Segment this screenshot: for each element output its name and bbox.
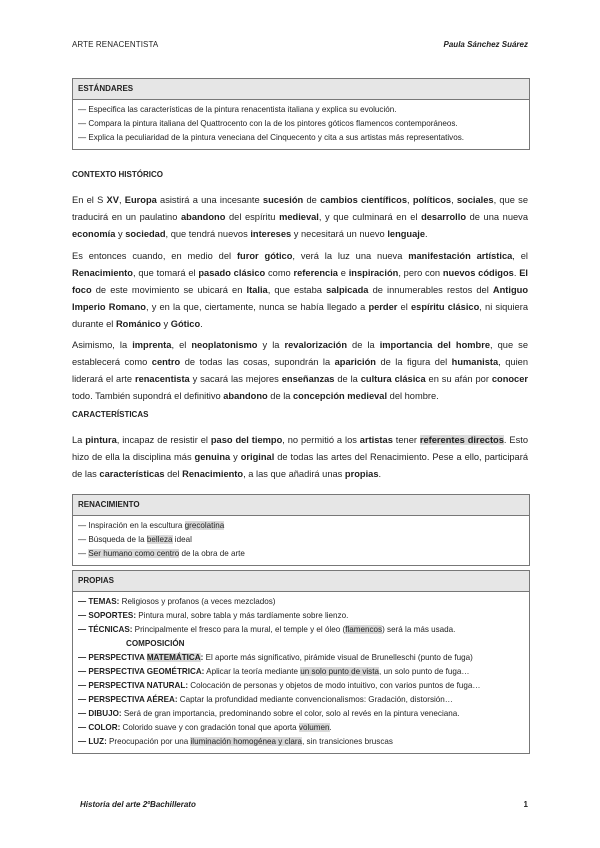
list-item — [78, 735, 524, 749]
list-item — [78, 679, 524, 693]
list-item — [78, 519, 524, 533]
text-run: , un solo punto de fuga… — [378, 667, 470, 676]
text-run: y — [160, 319, 171, 329]
text-run: Será de gran importancia, predominando sobre el color, solo al revés en la pintura veneciana. — [121, 709, 460, 718]
text-run: , el — [171, 340, 192, 350]
bold-text: características — [99, 469, 165, 479]
bold-text: manifestación artística — [408, 251, 513, 261]
text-run: Es entonces cuando, en medio del — [72, 251, 237, 261]
bold-text: enseñanzas — [281, 374, 335, 384]
text-run: , pero con — [398, 268, 443, 278]
list-item — [78, 665, 524, 679]
text-run: Colocación de personas y objetos de modo intuitivo, con varios puntos de fuga… — [188, 681, 481, 690]
bold-text: desarrollo — [421, 212, 467, 222]
list-item — [78, 533, 524, 547]
bold-text: medieval — [279, 212, 319, 222]
list-item — [78, 637, 524, 651]
text-run: Asimismo, la — [72, 340, 133, 350]
text-run: , incapaz de resistir el — [116, 435, 211, 445]
list-item — [78, 623, 524, 637]
contexto-paragraph-1 — [72, 192, 528, 243]
text-run: Principalmente el fresco para la mural, el temple y el óleo ( — [132, 625, 346, 634]
propias-box — [72, 570, 530, 754]
text-run: y — [230, 452, 241, 462]
bold-text: imprenta — [132, 340, 172, 350]
text-run: , y en la que, ciertamente, nunca se había llegado a — [145, 302, 369, 312]
text-run: , el — [512, 251, 528, 261]
text-run: , verá la luz una nueva — [292, 251, 409, 261]
text-run: — Búsqueda de la — [78, 535, 147, 544]
text-run: . — [329, 723, 332, 732]
text-run: como — [265, 268, 294, 278]
text-run: , — [118, 195, 125, 205]
text-run: , que se traducirá en un paulatino — [72, 195, 528, 222]
header-author: Paula Sánchez Suárez — [443, 40, 528, 49]
list-item — [78, 721, 524, 735]
bold-text: abandono — [223, 391, 268, 401]
bold-text: nuevos códigos — [442, 268, 514, 278]
text-run: La — [72, 435, 86, 445]
bold-text: : — [200, 653, 204, 662]
bold-text: El foco — [72, 268, 528, 295]
bold-text: Europa — [124, 195, 157, 205]
bold-text: — TEMAS: — [78, 597, 120, 606]
bold-text: — SOPORTES: — [78, 611, 137, 620]
bold-text: referencia — [293, 268, 338, 278]
bold-text: pintura — [85, 435, 117, 445]
list-item — [78, 651, 524, 665]
text-run: , que se establecerá como — [72, 340, 528, 367]
text-run: Pintura mural, sobre tabla y más tardíamente sobre lienzo. — [136, 611, 349, 620]
text-run: . — [513, 268, 520, 278]
text-run: de la — [334, 374, 361, 384]
renacimiento-box — [72, 494, 530, 566]
header-subject: ARTE RENACENTISTA — [72, 40, 159, 49]
text-run: del espíritu — [225, 212, 280, 222]
bold-text: intereses — [250, 229, 292, 239]
text-run: ) será la más usada. — [382, 625, 456, 634]
text-run: Colorido suave y con gradación tonal que aporta — [120, 723, 299, 732]
text-run: En el S — [72, 195, 107, 205]
text-run: en su afán por — [425, 374, 492, 384]
bold-text: salpicada — [326, 285, 369, 295]
bold-text: perder — [368, 302, 398, 312]
bold-text: propias — [344, 469, 379, 479]
estandar-item: — Especifica las características de la pintura renacentista italiana y explica su evolución. — [78, 105, 397, 114]
propias-list — [73, 592, 529, 753]
highlighted-text: un solo punto de vista — [300, 667, 379, 676]
bold-text: importancia del hombre — [379, 340, 490, 350]
text-run: y necesitará un nuevo — [291, 229, 388, 239]
text-run: Preocupación por una — [106, 737, 191, 746]
text-run: , que estaba — [267, 285, 327, 295]
contexto-paragraph-3 — [72, 337, 528, 405]
text-run: de la figura del — [375, 357, 452, 367]
highlighted-text: iluminación homogénea y clara — [190, 737, 303, 746]
text-run: Aplicar la teoría mediante — [204, 667, 301, 676]
text-run: , quien liderará el arte — [72, 357, 528, 384]
highlighted-text: referentes directos — [419, 435, 504, 445]
footer-page-number: 1 — [523, 800, 528, 809]
footer-course: Historia del arte 2ºBachillerato — [80, 800, 196, 809]
bold-text: — PERSPECTIVA — [78, 653, 147, 662]
estandares-box — [72, 78, 530, 150]
renacimiento-list — [73, 516, 529, 565]
bold-text: Antiguo Imperio Romano — [72, 285, 529, 312]
bold-text: COMPOSICIÓN — [126, 639, 185, 648]
text-run: de innumerables restos del — [368, 285, 493, 295]
estandar-item: — Compara la pintura italiana del Quattrocento con la de los pintores góticos flamencos contemporáneos. — [78, 119, 458, 128]
text-run: asistirá a una incesante — [156, 195, 263, 205]
bold-text: políticos — [412, 195, 452, 205]
text-run: . — [200, 319, 203, 329]
bold-text: neoplatonismo — [191, 340, 258, 350]
bold-text: furor gótico — [236, 251, 293, 261]
caracteristicas-paragraph — [72, 432, 528, 483]
text-run: , no permitió a los — [282, 435, 360, 445]
text-run: de una nueva — [466, 212, 528, 222]
text-run: de la — [267, 391, 294, 401]
highlighted-text: belleza — [146, 535, 173, 544]
bold-text: humanista — [451, 357, 499, 367]
text-run: y la — [257, 340, 285, 350]
bold-text: Renacimiento — [72, 268, 133, 278]
list-item — [78, 595, 524, 609]
text-run: . Esto hizo de ella la disciplina más — [72, 435, 528, 462]
text-run: , a las que añadirá unas — [243, 469, 345, 479]
text-run: , sin transiciones bruscas — [302, 737, 393, 746]
text-run: de la obra de arte — [179, 549, 245, 558]
bold-text: conocer — [491, 374, 529, 384]
bold-text: centro — [151, 357, 181, 367]
text-run: . — [378, 469, 382, 479]
text-run: el — [397, 302, 411, 312]
bold-text: sucesión — [262, 195, 304, 205]
text-run: , que tomará el — [132, 268, 199, 278]
bold-text: cambios científicos — [320, 195, 407, 205]
renacimiento-title: RENACIMIENTO — [73, 495, 529, 516]
bold-text: artistas — [359, 435, 393, 445]
bold-text: revalorización — [284, 340, 348, 350]
bold-text: cultura clásica — [360, 374, 426, 384]
bold-text: — PERSPECTIVA NATURAL: — [78, 681, 189, 690]
text-run: del hombre. — [387, 391, 439, 401]
highlighted-text: grecolatina — [184, 521, 225, 530]
estandares-title: ESTÁNDARES — [73, 79, 529, 100]
highlighted-text: flamencos — [345, 625, 383, 634]
text-run: del — [164, 469, 183, 479]
text-run: , ni siquiera durante el — [72, 302, 528, 329]
bold-text: — DIBUJO: — [78, 709, 122, 718]
bold-text: — PERSPECTIVA AÉREA: — [78, 695, 178, 704]
bold-text: Renacimiento — [182, 469, 244, 479]
list-item — [78, 693, 524, 707]
bold-text: pasado clásico — [198, 268, 266, 278]
text-run: todo. También supondrá el definitivo — [72, 391, 224, 401]
bold-text: abandono — [180, 212, 226, 222]
bold-text: sociales — [456, 195, 494, 205]
list-item — [78, 707, 524, 721]
bold-text: paso del tiempo — [210, 435, 283, 445]
text-run: , — [451, 195, 457, 205]
bold-text: Italia — [246, 285, 268, 295]
text-run: de todas las artes del Renacimiento. Pese a ello, participará de las — [72, 452, 528, 479]
highlighted-text: MATEMÁTICA — [146, 653, 201, 662]
bold-text: renacentista — [134, 374, 190, 384]
bold-text: sociedad — [125, 229, 166, 239]
text-run: de todas las cosas, supondrán la — [180, 357, 335, 367]
text-run: , que tendrá nuevos — [165, 229, 251, 239]
text-run: . — [425, 229, 428, 239]
contexto-title: CONTEXTO HISTÓRICO — [72, 170, 163, 179]
bold-text: espíritu clásico — [410, 302, 480, 312]
text-run: , y que culminará en el — [318, 212, 422, 222]
text-run: y — [115, 229, 126, 239]
bold-text: genuina — [194, 452, 231, 462]
text-run: ideal — [172, 535, 192, 544]
bold-text: lenguaje — [387, 229, 426, 239]
bold-text: inspiración — [348, 268, 399, 278]
text-run: El aporte más significativo, pirámide visual de Brunelleschi (punto de fuga) — [203, 653, 473, 662]
highlighted-text: Ser humano como centro — [88, 549, 180, 558]
text-run: e — [337, 268, 349, 278]
text-run: de este movimiento se ubicará en — [91, 285, 247, 295]
text-run: de la — [347, 340, 380, 350]
bold-text: original — [240, 452, 275, 462]
text-run: Captar la profundidad mediante convencionalismos: Gradación, distorsión… — [177, 695, 453, 704]
caracteristicas-title: CARACTERÍSTICAS — [72, 410, 149, 419]
bold-text: — LUZ: — [78, 737, 107, 746]
text-run: tener — [392, 435, 420, 445]
bold-text: — TÉCNICAS: — [78, 625, 133, 634]
bold-text: — COLOR: — [78, 723, 121, 732]
bold-text: concepción medieval — [293, 391, 388, 401]
bold-text: Gótico — [170, 319, 201, 329]
bold-text: aparición — [334, 357, 376, 367]
bold-text: Románico — [115, 319, 161, 329]
contexto-paragraph-2 — [72, 248, 528, 333]
text-run: — — [78, 549, 89, 558]
list-item — [78, 547, 524, 561]
text-run: , — [407, 195, 413, 205]
bold-text: — PERSPECTIVA GEOMÉTRICA: — [78, 667, 205, 676]
text-run: Religiosos y profanos (a veces mezclados) — [119, 597, 276, 606]
propias-title: PROPIAS — [73, 571, 529, 592]
highlighted-text: volumen — [298, 723, 330, 732]
text-run: — Inspiración en la escultura — [78, 521, 185, 530]
bold-text: XV — [106, 195, 119, 205]
text-run: y sacará las mejores — [189, 374, 282, 384]
bold-text: economía — [72, 229, 116, 239]
estandar-item: — Explica la peculiaridad de la pintura veneciana del Cinquecento y cita a sus artistas más representativos. — [78, 133, 465, 142]
text-run: de — [303, 195, 321, 205]
list-item — [78, 609, 524, 623]
